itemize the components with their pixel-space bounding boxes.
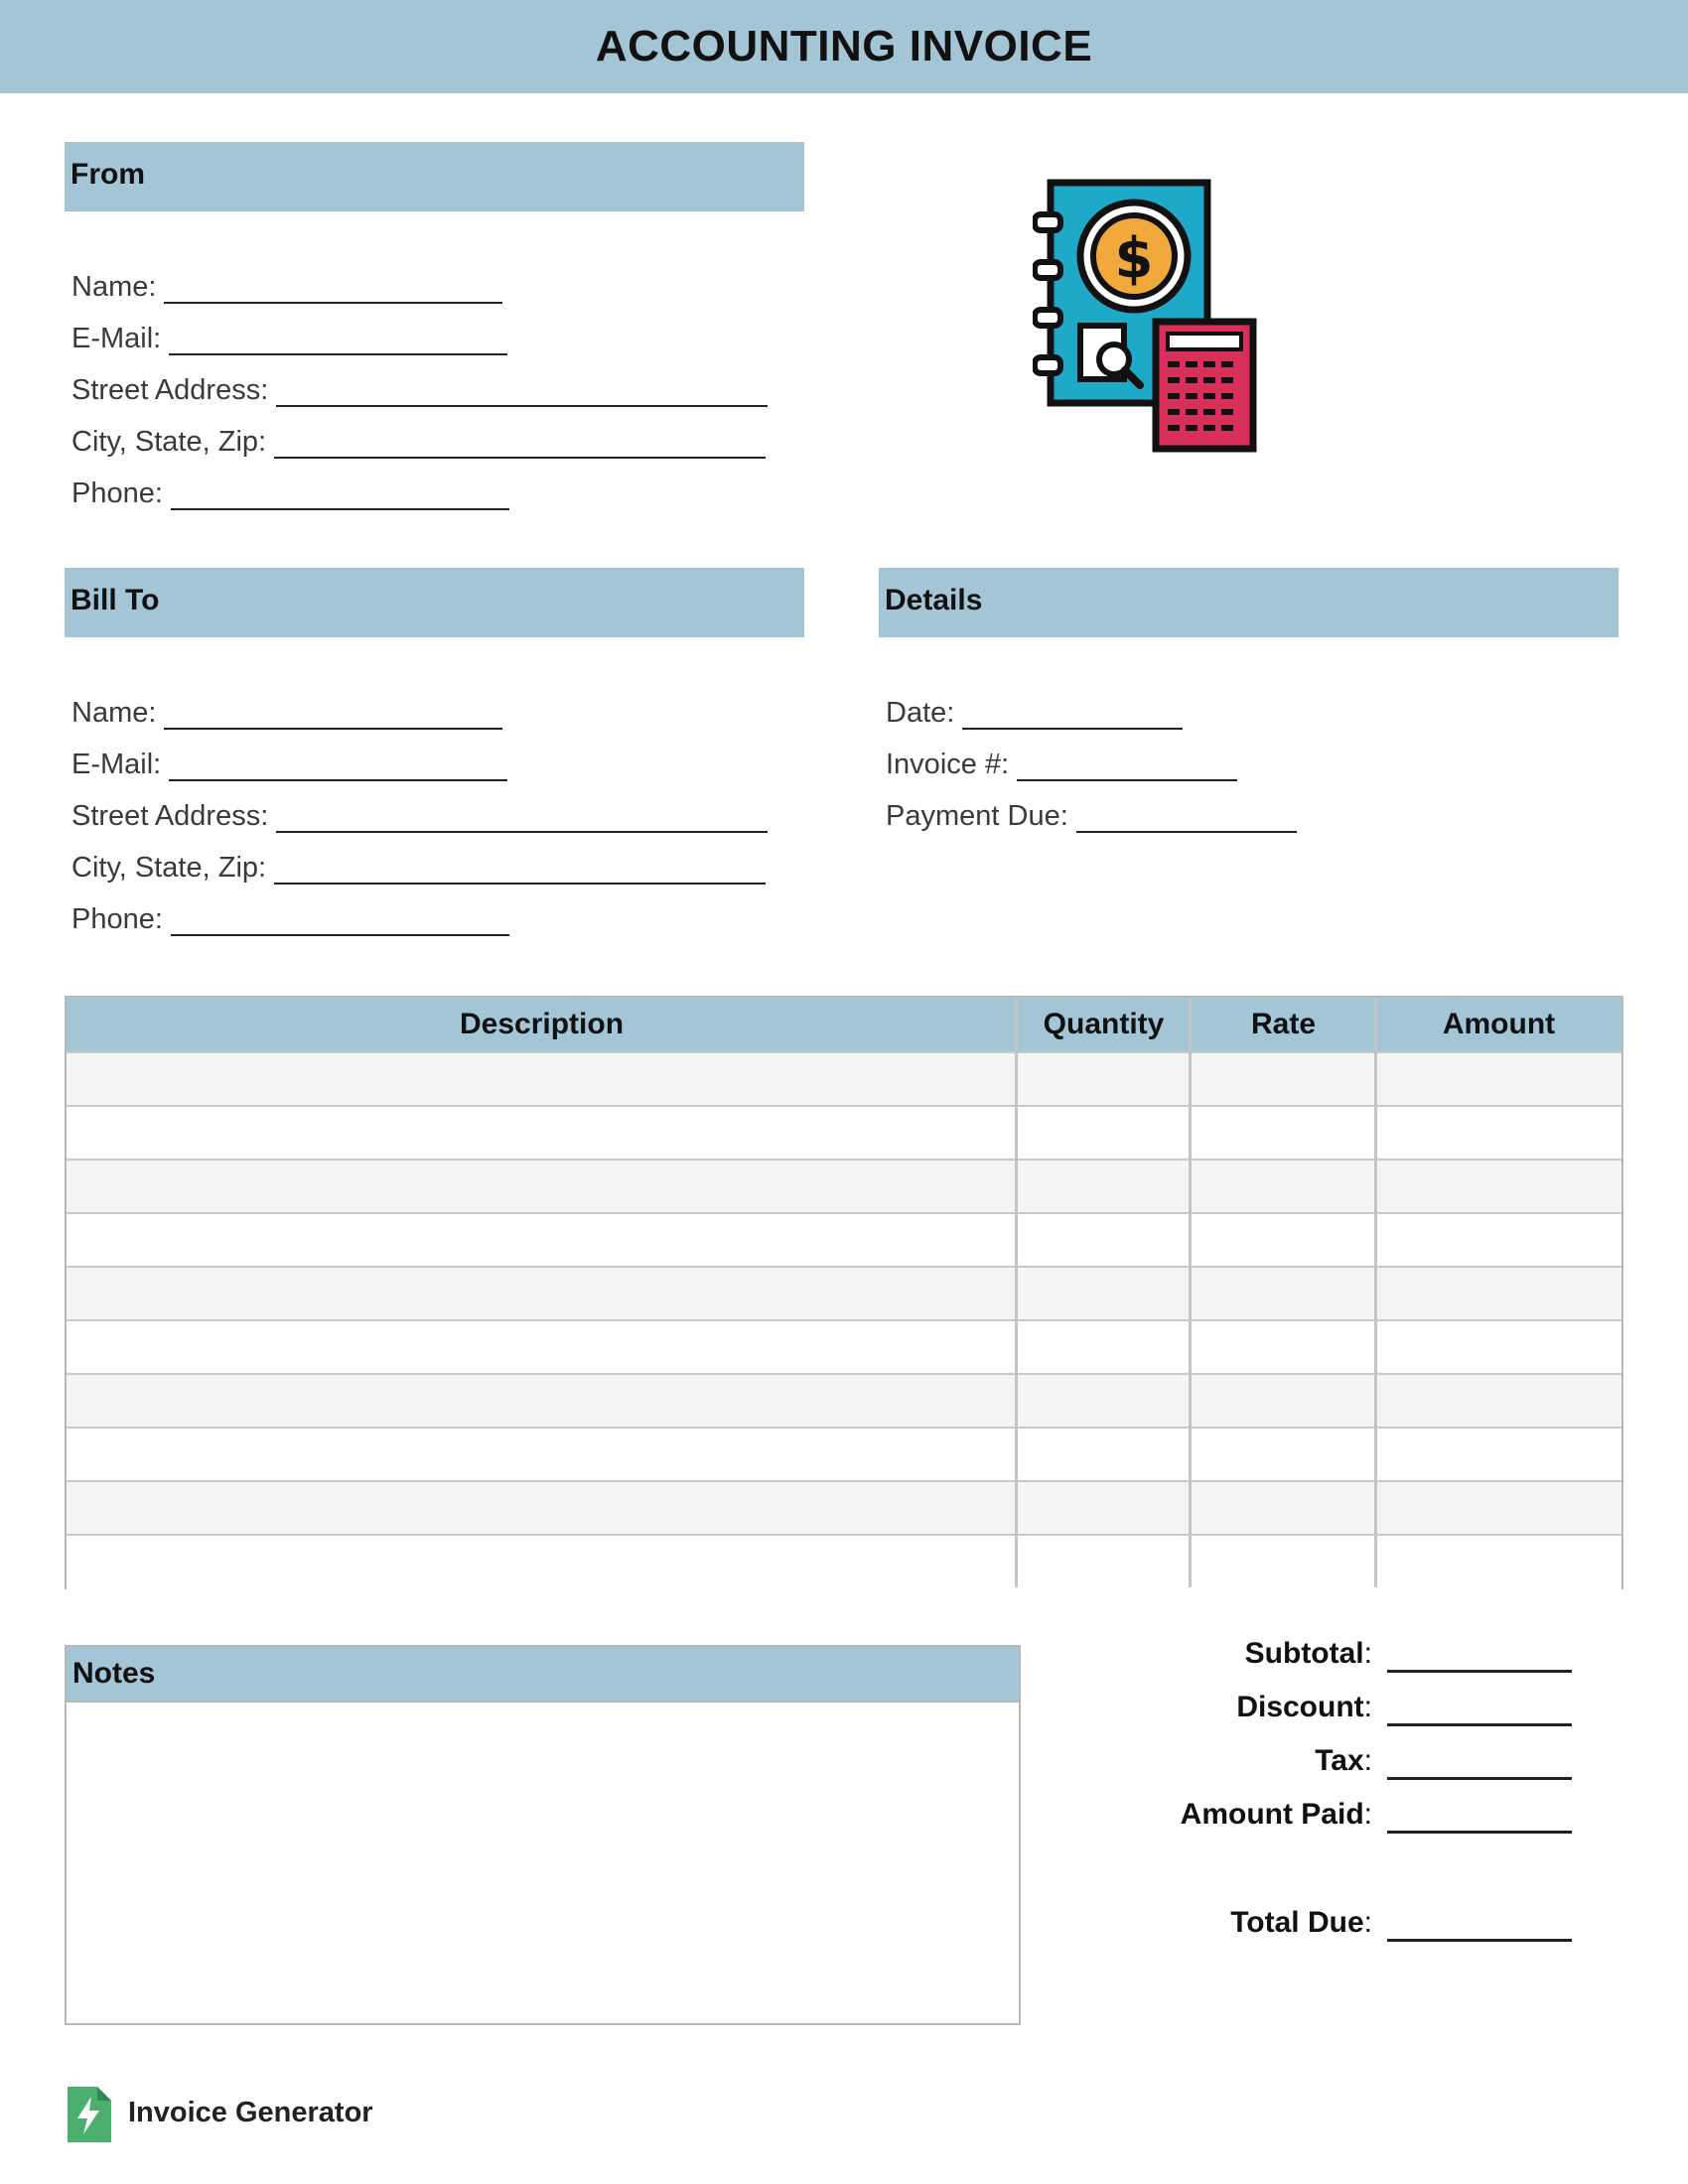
bill-to-city-input[interactable] xyxy=(274,855,766,885)
details-heading: Details xyxy=(885,584,983,616)
from-email-label: E-Mail: xyxy=(71,323,162,354)
date-input[interactable] xyxy=(962,700,1183,730)
bill-to-phone-label: Phone: xyxy=(71,903,163,935)
column-header-description: Description xyxy=(459,1008,625,1040)
bill-to-name-label: Name: xyxy=(71,697,157,729)
discount-input[interactable] xyxy=(1387,1723,1572,1726)
discount-label: Discount: xyxy=(1236,1691,1372,1723)
tax-label: Tax: xyxy=(1315,1744,1372,1777)
column-divider xyxy=(1189,998,1192,1587)
table-row[interactable] xyxy=(67,1159,1621,1214)
from-email-field[interactable] xyxy=(71,316,507,355)
from-heading: From xyxy=(70,158,145,191)
table-row[interactable] xyxy=(67,1480,1621,1536)
svg-text:$: $ xyxy=(1114,226,1154,291)
date-label: Date: xyxy=(886,697,955,729)
table-row[interactable] xyxy=(67,1212,1621,1268)
notes-box[interactable] xyxy=(65,1645,1021,2025)
bill-to-street-input[interactable] xyxy=(276,803,768,833)
total-due-label: Total Due: xyxy=(1230,1906,1372,1939)
invoice-number-label: Invoice #: xyxy=(886,749,1010,780)
table-row[interactable] xyxy=(67,1266,1621,1321)
from-phone-label: Phone: xyxy=(71,478,163,509)
table-row[interactable] xyxy=(67,1427,1621,1482)
from-city-input[interactable] xyxy=(274,429,766,459)
bill-to-city-field[interactable] xyxy=(71,845,766,885)
date-field[interactable] xyxy=(886,690,1183,730)
from-phone-field[interactable] xyxy=(71,471,509,510)
from-phone-input[interactable] xyxy=(171,480,509,510)
line-items-table xyxy=(65,996,1623,1589)
title-bar xyxy=(0,0,1688,93)
notebook-calculator-icon xyxy=(1033,177,1271,455)
column-divider xyxy=(1015,998,1018,1587)
table-row[interactable] xyxy=(67,1534,1621,1589)
from-city-field[interactable] xyxy=(71,419,766,459)
payment-due-field[interactable] xyxy=(886,793,1297,833)
subtotal-label: Subtotal: xyxy=(1244,1637,1372,1670)
bill-to-email-field[interactable] xyxy=(71,742,507,781)
from-email-input[interactable] xyxy=(169,326,507,355)
column-header-amount: Amount xyxy=(1442,1008,1556,1040)
from-city-label: City, State, Zip: xyxy=(71,426,267,458)
bill-to-section-header xyxy=(65,568,804,637)
from-street-label: Street Address: xyxy=(71,374,269,406)
table-row[interactable] xyxy=(67,1105,1621,1160)
bill-to-phone-input[interactable] xyxy=(171,906,509,936)
column-divider xyxy=(1374,998,1377,1587)
details-section-header xyxy=(879,568,1618,637)
tax-input[interactable] xyxy=(1387,1777,1572,1780)
table-row[interactable] xyxy=(67,1051,1621,1107)
bill-to-name-field[interactable] xyxy=(71,690,502,730)
from-street-input[interactable] xyxy=(276,377,768,407)
bill-to-email-label: E-Mail: xyxy=(71,749,162,780)
bill-to-phone-field[interactable] xyxy=(71,896,509,936)
total-due-input[interactable] xyxy=(1387,1939,1572,1942)
from-name-input[interactable] xyxy=(164,274,502,304)
subtotal-input[interactable] xyxy=(1387,1670,1572,1673)
from-name-field[interactable] xyxy=(71,264,502,304)
bill-to-street-label: Street Address: xyxy=(71,800,269,832)
notes-heading: Notes xyxy=(72,1657,156,1690)
lightning-bolt-icon xyxy=(68,2087,111,2142)
bill-to-street-field[interactable] xyxy=(71,793,768,833)
from-name-label: Name: xyxy=(71,271,157,303)
bill-to-heading: Bill To xyxy=(70,584,160,616)
column-header-rate: Rate xyxy=(1250,1008,1317,1040)
table-row[interactable] xyxy=(67,1373,1621,1429)
invoice-number-field[interactable] xyxy=(886,742,1237,781)
payment-due-input[interactable] xyxy=(1076,803,1297,833)
amount-paid-label: Amount Paid: xyxy=(1180,1798,1372,1831)
brand-name: Invoice Generator xyxy=(128,2097,373,2128)
column-header-quantity: Quantity xyxy=(1043,1008,1165,1040)
notes-section-header xyxy=(67,1647,1019,1703)
table-row[interactable] xyxy=(67,1319,1621,1375)
bill-to-city-label: City, State, Zip: xyxy=(71,852,267,884)
bill-to-name-input[interactable] xyxy=(164,700,502,730)
from-street-field[interactable] xyxy=(71,367,768,407)
from-section-header xyxy=(65,142,804,211)
payment-due-label: Payment Due: xyxy=(886,800,1068,832)
amount-paid-input[interactable] xyxy=(1387,1831,1572,1834)
invoice-number-input[interactable] xyxy=(1017,751,1237,781)
page-title: ACCOUNTING INVOICE xyxy=(595,22,1093,70)
bill-to-email-input[interactable] xyxy=(169,751,507,781)
